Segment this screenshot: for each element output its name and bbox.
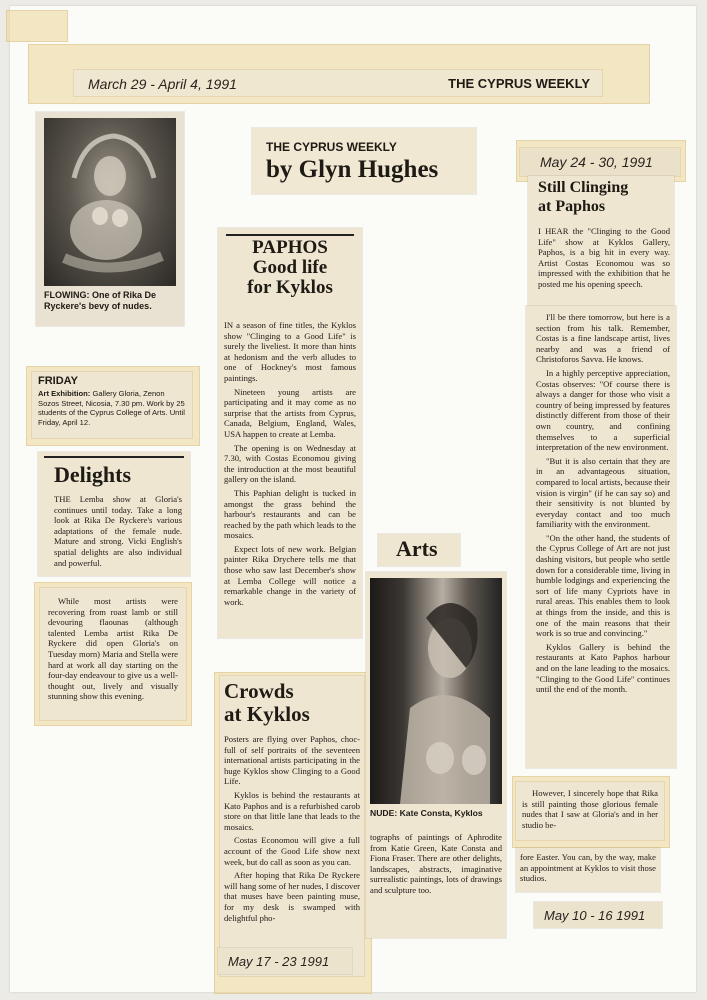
- still-intro-clipping: [528, 176, 674, 306]
- friday-heading: FRIDAY: [38, 375, 78, 387]
- crowds-date: May 17 - 23 1991: [228, 954, 330, 969]
- header-paper: THE CYPRUS WEEKLY: [448, 76, 590, 91]
- however-clipping: [516, 782, 664, 840]
- still-paragraph: I'll be there tomorrow, but here is a section from his talk. Remember, Costas is a fine landscape artist, lives nearby and was a friend of Christoforos Savva. He knows.: [536, 312, 670, 365]
- crowds-paragraph: Posters are flying over Paphos, choc-full of self portraits of the seventeen international artists participating in the huge Kyklos show Clinging to a Good Life.: [224, 734, 360, 787]
- still-paragraph: In a highly perceptive appreciation, Costas observes: "Of course there is always a danger for those who visit a country of being impressed by features distinctly different from those of their own country, and confining themselves to a superficial interpretation of the new environment.: [536, 367, 670, 453]
- however-text: However, I sincerely hope that Rika is still painting those glorious female nudes that I saw at Gloria's and in her studio be-: [522, 788, 658, 830]
- however-cont-clipping: [516, 848, 660, 892]
- roast-text: While most artists were recovering from roast lamb or still devouring flaounas (although talented Lemba artist Rika De Ryckere did open Gloria's on Tuesday morn) Maria and Stella were hard at work all day starting on the four-day endeavour to give us a well-thought out, lively and visually stunning show this evening.: [48, 596, 178, 702]
- delights-text: THE Lemba show at Gloria's continues until today. Take a long look at Rika De Ryckere's various adaptations of the female nude. Mature and strong. Vicki English's spatial delights are also individual and powerful.: [54, 494, 182, 568]
- however-text-2: fore Easter. You can, by the way, make an appointment at Kyklos to visit those studios.: [520, 852, 656, 884]
- paphos-title-3: for Kyklos: [247, 276, 333, 298]
- friday-clipping: [32, 372, 192, 438]
- roast-clipping: [40, 588, 186, 720]
- still-title-1: Still Clinging: [538, 179, 629, 196]
- crowds-title-1: Crowds: [224, 679, 294, 703]
- rule: [44, 456, 184, 458]
- paphos-paragraph: Nineteen young artists are participating and it may come as no surprise that the artists from Cyprus, Canada, Belgium, England, Wales, USA happen to create at Lemba.: [224, 386, 356, 439]
- crowds-paragraph: After hoping that Rika De Ryckere will hang some of her nudes, I discover that muses have been painting muse, for my desk is swamped with delightful pho-: [224, 870, 360, 923]
- still-paragraph: Kyklos Gallery is behind the restaurants at Kato Paphos harbour and on the lane leading to the mosaics. "Clinging to the Good Life" continues until the end of the month.: [536, 641, 670, 695]
- still-body-clipping: [526, 306, 676, 768]
- paphos-paragraph: IN a season of fine titles, the Kyklos show "Clinging to a Good Life" is surely the liveliest. It more than hints at hedonism and the verb alludes to one of Hockney's most famous paintings.: [224, 320, 356, 383]
- crowds-paragraph: Kyklos is behind the restaurants at Kato Paphos and is a refurbished carob store on that little lane that leads to the mosaics.: [224, 789, 360, 832]
- still-intro: I HEAR the "Clinging to the Good Life" show at Kyklos Gallery, Paphos, is a big hit in every way. Artist Costas Economou was so impressed with the exhibition that he posted me his opening speech.: [538, 226, 670, 289]
- paphos-paragraph: Expect lots of new work. Belgian painter Rika Drychere tells me that those who saw last December's show at Lemba College will notice a remarkable change in the variety of work.: [224, 543, 356, 607]
- still-paragraph: "On the other hand, the students of the Cyprus College of Art are not just dashing visitors, but people who settle down for a considerable time, living in humble lodgings and experiencing the sort of life many Cypriots have in rural areas. This enables them to look at things from the inside, and this is one of the main reasons that their work is so true and convincing.": [536, 532, 670, 639]
- arts-clipping: [366, 572, 506, 938]
- header-strip: [74, 70, 602, 96]
- still-title-2: at Paphos: [538, 198, 606, 215]
- flowing-caption: FLOWING: One of Rika De Ryckere's bevy of nudes.: [44, 290, 157, 311]
- crowds-title-2: at Kyklos: [224, 702, 310, 726]
- rule: [226, 234, 354, 236]
- header-date: March 29 - April 4, 1991: [88, 76, 237, 92]
- arts-text: tographs of paintings of Aphrodite from Katie Green, Kate Consta and Fiona Fraser. There are other delights, landscapes, abstracts, imaginative surrealistic paintings, lots of drawings and sculpture too.: [370, 832, 502, 895]
- delights-clipping: [38, 452, 190, 576]
- friday-text: Gallery Gloria, Zenon Sozos Street, Nicosia, 7.30 pm. Work by 25 students of the Cyprus College of Arts. Until Friday, April 12.: [38, 389, 185, 427]
- nude-photo: [370, 578, 502, 804]
- crowds-date-strip: [218, 948, 352, 974]
- friday-label: Art Exhibition:: [38, 389, 91, 398]
- crowds-paragraph: Costas Economou will give a full account of the Good Life show next week, but do call as soon as you can.: [224, 835, 360, 867]
- crowds-clipping: [220, 676, 364, 976]
- still-date: May 24 - 30, 1991: [540, 154, 653, 170]
- however-date-strip: [534, 902, 662, 928]
- still-paragraph: "But it is also certain that they are in an advantageous situation, compared to local artists, because their vision is virgin" (if he can say so) and their sensitivity is not blunted by everyday contact and too much familiarity with the environment.: [536, 455, 670, 530]
- paphos-paragraph: The opening is on Wednesday at 7.30, with Costas Economou giving the introduction at the most beautiful gallery on the island.: [224, 442, 356, 485]
- arts-heading: Arts: [396, 536, 438, 561]
- delights-title: Delights: [54, 462, 131, 487]
- still-date-strip: [520, 148, 680, 176]
- arts-caption: NUDE: Kate Consta, Kyklos: [370, 808, 483, 818]
- tape: [6, 10, 68, 42]
- nude-drawing-photo: [44, 118, 176, 286]
- flowing-clipping: [36, 112, 184, 326]
- byline-author: by Glyn Hughes: [266, 156, 439, 183]
- paphos-title-2: Good life: [252, 256, 328, 278]
- byline-paper: THE CYPRUS WEEKLY: [266, 140, 397, 154]
- paphos-clipping: [218, 228, 362, 638]
- however-date: May 10 - 16 1991: [544, 908, 646, 923]
- byline-clipping: [252, 128, 476, 194]
- paphos-title-1: PAPHOS: [252, 237, 328, 258]
- arts-heading-clipping: [378, 534, 460, 566]
- paphos-paragraph: This Paphian delight is tucked in amongst the grass behind the harbour's restaurants and can be reached by the path which leads to the mosaics.: [224, 487, 356, 541]
